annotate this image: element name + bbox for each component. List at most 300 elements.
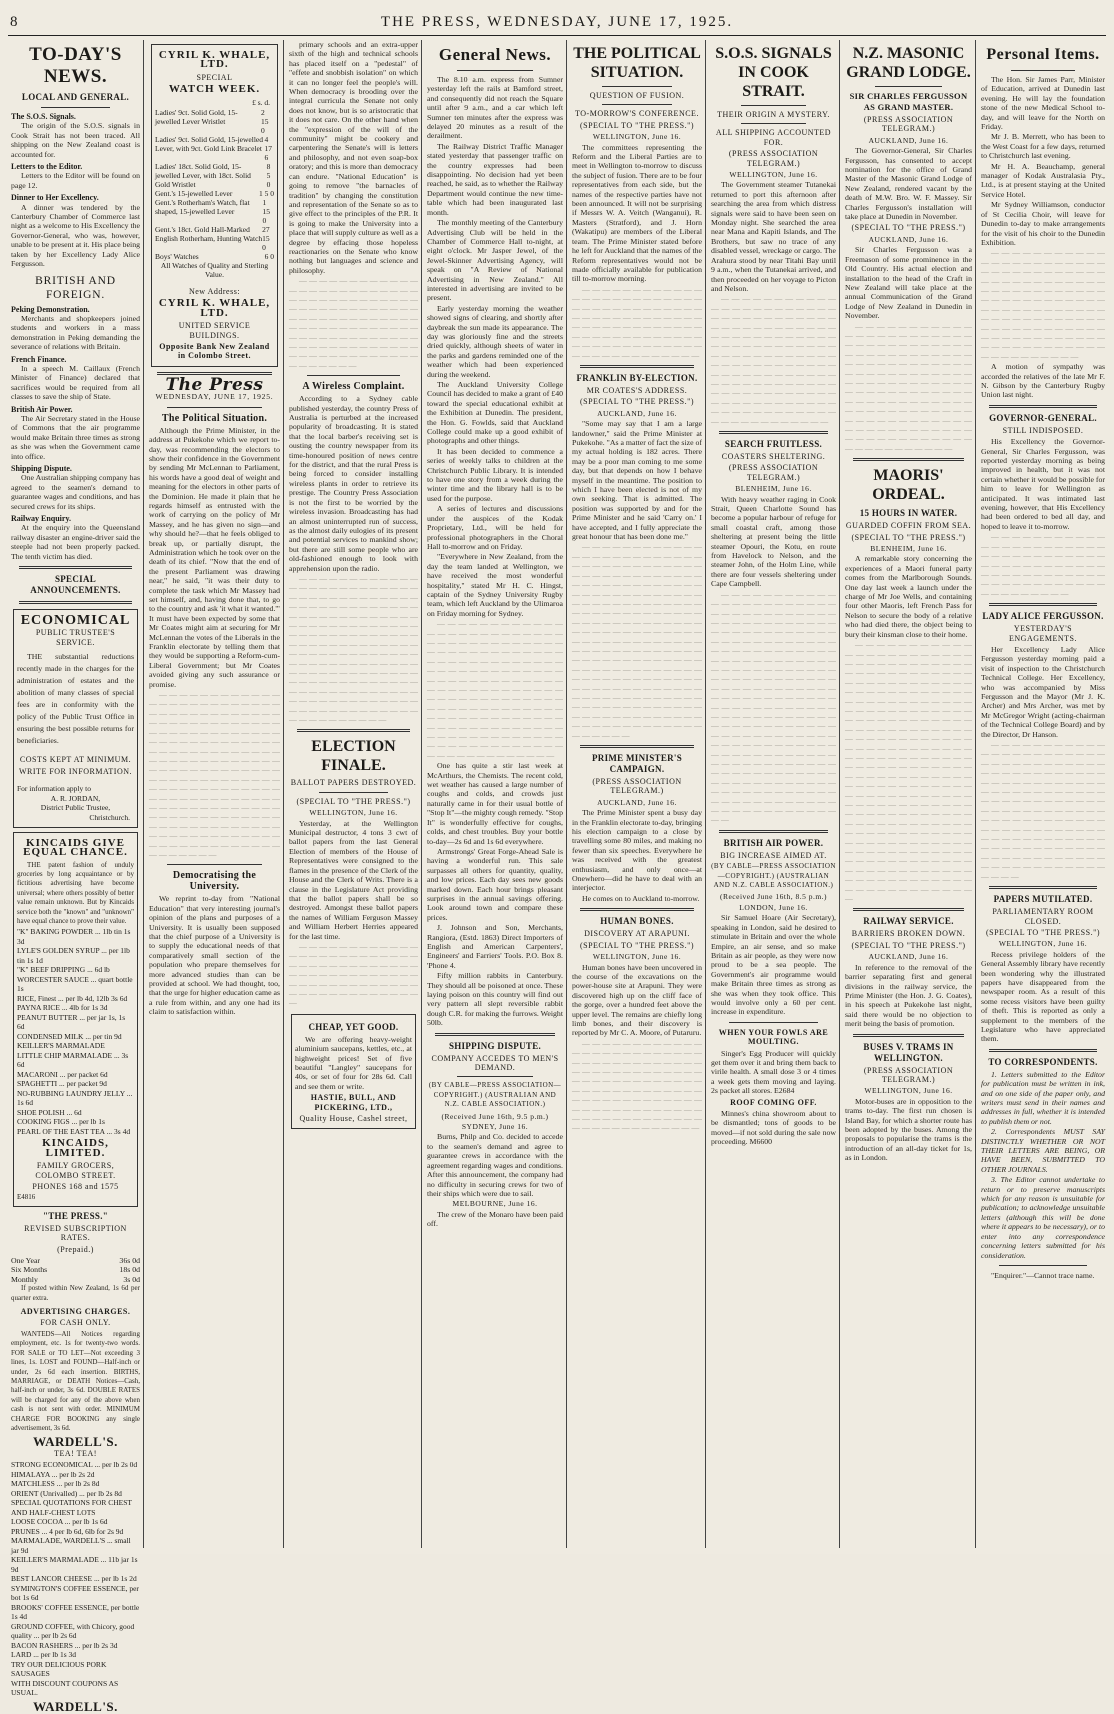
rate-value: 3s 0d bbox=[123, 1274, 140, 1284]
correspondents-title: TO CORRESPONDENTS. bbox=[988, 1056, 1098, 1067]
wireless-title: A Wireless Complaint. bbox=[302, 381, 405, 393]
whale-buildings: UNITED SERVICE BUILDINGS. bbox=[178, 321, 251, 340]
watch-item bbox=[155, 108, 274, 135]
papers-special: (SPECIAL TO "THE PRESS.") bbox=[985, 927, 1100, 937]
general-news-item: Armstrongs' Great Forge-Ahead Sale is having a wonderful run. This sale surpasses all others for quantity, quality, and low prices. Each day sees new goods marked down. Each hour brings pleasant surprises in the annual savings offering. Look around town and compare these prices. bbox=[427, 846, 563, 922]
price-item: MACARONI ... per packet 6d bbox=[17, 1069, 108, 1079]
personal-item: Mr J. B. Merrett, who has been to the West Coast for a few days, returned to Christchurch last evening. bbox=[981, 132, 1105, 161]
watch-label: Gent.'s 15-jewelled Lever bbox=[155, 189, 233, 199]
column-whale-editorial bbox=[146, 40, 283, 1548]
news-item: The Air Secretary stated in the House of Commons that the air programme would make Britain three times as strong as she was when the Government came into office. bbox=[11, 413, 140, 461]
divider bbox=[435, 1033, 555, 1036]
watch-price: 1 5 0 bbox=[259, 189, 274, 199]
general-news-item: J. Johnson and Son, Merchants, Rangiora, (Estd. 1863) Direct Importers of English and American Carpenters', Engineers' and Farriers' Tools. P.O. Box 8. 'Phone 4. bbox=[427, 923, 563, 970]
shipping-text: Burns, Philp and Co. decided to accede to the seamen's demand and agree to guarantee crews in accordance with the agreement regarding wages and conditions. After this announcement, the company had no difficulty in securing crews for two of their ships which were due to sail. bbox=[427, 1132, 563, 1198]
railway-special: (SPECIAL TO "THE PRESS.") bbox=[851, 940, 966, 950]
news-item: Merchants and shopkeepers joined students and workers in a mass demonstration in Peking demanding the severance of relations with Britain. bbox=[11, 313, 140, 352]
price-item: STRONG ECONOMICAL ... per lb 2s 0d bbox=[11, 1460, 138, 1470]
subscription-prepaid: (Prepaid.) bbox=[57, 1244, 94, 1254]
body-text-filler: — — — — — — — — — — — — — — — — — — — — — — — — — — — — — — — — — — — — — — — — — — — — — — — — — — — — — — — — — — — — — — — — — — — — — — — — — — — — — — — — — — — — — — — — — — — — — — — — — — — — — — — — — — — — — — — — — — — — — — — — — — — — — — — — — — — — — — — — — — — — — — — — — — — — — — — — — — — — — — — — — — — — — — — bbox=[711, 294, 836, 426]
personal-item: Mr H. A. Beauchamp, general manager of Kodak Australasia Pty., Ltd., is at present staying at the United Service Hotel. bbox=[981, 161, 1105, 199]
correspondents-rule: 1. Letters submitted to the Editor for publication must be written in ink, and on one side of the paper only, and writers must send in their names and addresses in full, whether it is intended to publish them or not. bbox=[981, 1069, 1105, 1126]
advertising-text: WANTEDS—All Notices regarding employment, etc. 1s for twenty-two words. FOR SALE or TO LET—Not exceeding 3 lines, 1s. LOST and FOUND—Half-inch or under, 2s 6d each insertion. BIRTHS, MARRIAGE, or DEATH Notices—Cash, half-inch or under, 3s 6d. DOUBLE RATES will be charged for any of the above when cash is not sent with order. MINIMUM CHARGE FOR BOOKING any single advertisement, 3s 6d. bbox=[11, 1329, 140, 1432]
maoris-sub: 15 HOURS IN WATER. bbox=[859, 508, 958, 519]
kincaids-intro: THE patent fashion of unduly groceries by long acquaintance or by fictitious advertising have become universal; where others possibly of better value remain unknown. But by Kincaids service both the "known" and "unknown" have equal chance to prove their value. bbox=[17, 860, 134, 925]
body-text-filler: — — — — — — — — — — — — — — — — — — — — — — — — — — — — — — — — — — — — — — — — — — — — — — — — — — — — — — — — — — — — — — — — — — — — — — — — — — — — — — — — — — — — — — — — — — — — — — — — — — — — — — — — — — — — — — — — — — — — — — — — — — — — — — — — — — — — — — — — — — — — — — — — — — — — — — — — — — — — — — — — — — — — — — — — — — — — — — — — — — — — — — — — — — — — — — — — — — — — — — — — — — — — — — — — — — — — — — — — — — — — — — — — — — — — — — — — — — — — — — — — — — — — — — — — — — — — — — — — — — — — — — — — — bbox=[572, 542, 702, 740]
air-dateline: LONDON, June 16. bbox=[739, 902, 808, 912]
sos-sub: THEIR ORIGIN A MYSTERY. bbox=[717, 110, 830, 119]
news-subject: Letters to the Editor. bbox=[11, 162, 83, 172]
tomorrows-conference: TO-MORROW'S CONFERENCE. bbox=[575, 109, 699, 119]
local-general-heading: LOCAL AND GENERAL. bbox=[21, 92, 130, 102]
railway-sub: BARRIERS BROKEN DOWN. bbox=[851, 929, 966, 939]
new-address-label: New Address: bbox=[188, 287, 241, 297]
watch-item bbox=[155, 261, 274, 279]
kincaids-phone: PHONES 168 and 1575 bbox=[32, 1182, 119, 1191]
coasters-sheltering: COASTERS SHELTERING. bbox=[721, 452, 826, 461]
column-rule bbox=[566, 40, 567, 1548]
melbourne-text: The crew of the Monaro have been paid off. bbox=[427, 1209, 563, 1229]
political-dateline: WELLINGTON, June 16. bbox=[592, 132, 682, 142]
wardell-bottom: WARDELL'S. bbox=[33, 1698, 118, 1714]
sos-sub2: ALL SHIPPING ACCOUNTED FOR. bbox=[715, 128, 832, 147]
railway-text: In reference to the removal of the barrier separating first and general divisions in the railway service, the Prime Minister (the Hon. J. G. Coates), in his speech at Pukekohe last night, said there would be no objection to merit being the basis of promotion. bbox=[845, 962, 972, 1029]
british-foreign-heading: BRITISH AND FOREIGN. bbox=[35, 274, 116, 301]
kincaids-code: E4816 bbox=[17, 1193, 36, 1202]
watch-item bbox=[155, 225, 274, 252]
news-item: Letters to the Editor will be found on page 12. bbox=[11, 171, 140, 190]
papers-text: Recess privilege holders of the General Assembly library have recently been wondering why the illustrated papers have disappeared from the newspaper room. As a result of this some recess visitors have been guilty of theft. This is reported as only a supplement to the members of the Legislature who have appreciated them. bbox=[981, 949, 1105, 1044]
sos-assoc: (PRESS ASSOCIATION TELEGRAM.) bbox=[728, 149, 819, 168]
price-item: WITH DISCOUNT COUPONS AS USUAL. bbox=[11, 1678, 119, 1698]
campaign-end: He comes on to Auckland to-morrow. bbox=[582, 893, 700, 903]
body-text-filler: — — — — — — — — — — — — — — — — — — — — — — — — — — — — — — — — — — — — — — — — — — — — — — — — — — — — — — — — — — — — — — — — — — — — — — — — — — — — — — — — — — — — — — — — — — — — — — — — — — — — — — — — — — — — — — — — — — — — — — — — — — — — — — — — — — — — — — — — — — — — — — — — — — — — — — — — — — — — — — — — — — — — — — — — — — — — — — — — — — — — — — — — — — — — — — — — — — — — — — — — — — — — bbox=[289, 573, 418, 725]
divider bbox=[719, 830, 828, 833]
public-trustee-ad bbox=[13, 609, 138, 828]
price-item: SYMINGTON'S COFFEE ESSENCE, per bot 1s 6d bbox=[11, 1583, 139, 1603]
economical-subtitle: PUBLIC TRUSTEE'S SERVICE. bbox=[35, 628, 116, 647]
whale-special: SPECIAL bbox=[196, 72, 233, 82]
todays-news-title: TO-DAY'S NEWS. bbox=[29, 44, 122, 87]
trustee-name: A. R. JORDAN, bbox=[50, 793, 101, 803]
news-item: In a speech M. Caillaux (French Minister of Finance) declared that sacrifices would be required from all classes to save the ship of State. bbox=[11, 363, 140, 402]
general-news-item: A series of lectures and discussions under the auspices of the Kodak Proprietary, Ltd., will be held for professional photographers in the Choral Hall to-morrow and on Friday. bbox=[427, 504, 563, 551]
personal-item: The Hon. Sir James Parr, Minister of Education, arrived at Dunedin last evening. He will lay the foundation stone of the new Medical School to-day, and will leave for the North on Friday. bbox=[981, 75, 1105, 132]
divider bbox=[19, 601, 132, 604]
masonic-special: (SPECIAL TO "THE PRESS.") bbox=[851, 223, 966, 233]
personal-item: Mr Sydney Williamson, conductor of St Cecilia Choir, will leave for Dunedin to-day to make arrangements for the visit of his choir to the Dunedin Exhibition. bbox=[981, 200, 1105, 247]
campaign-title: PRIME MINISTER'S CAMPAIGN. bbox=[591, 753, 683, 774]
whale-company-2: CYRIL K. WHALE, LTD. bbox=[158, 297, 271, 319]
general-news-item: One has quite a stir last week at McArthurs, the Chemists. The recent cold, wet weather has caused a large number of coughs and colds, and crowds just naturally came in for their usual bottle of "Stop It"—the mighty cough remedy. "Stop It" is wonderfully effective for coughs, colds, and chest troubles. Buy your bottle to-day—2s 6d and 1s 6d everywhere. bbox=[427, 761, 563, 846]
hastie-bull-ad bbox=[291, 1014, 416, 1130]
rate-value: 18s 0d bbox=[119, 1265, 140, 1275]
governor-sub: STILL INDISPOSED. bbox=[1002, 425, 1084, 435]
campaign-assoc: (PRESS ASSOCIATION TELEGRAM.) bbox=[592, 777, 682, 796]
price-item: COOKING FIGS ... per lb 1s bbox=[17, 1117, 105, 1127]
maoris-special: (SPECIAL TO "THE PRESS.") bbox=[851, 532, 966, 542]
maoris-dateline: BLENHEIM, June 16. bbox=[870, 544, 947, 554]
watch-label: Ladies' 9ct. Solid Gold, 15-jewelled Lever Wristlet bbox=[155, 108, 238, 127]
sos-dateline: WELLINGTON, June 16. bbox=[729, 170, 818, 180]
divider bbox=[853, 1034, 964, 1037]
divider bbox=[875, 86, 942, 87]
news-subject: Shipping Dispute. bbox=[11, 464, 72, 473]
franklin-special: (SPECIAL TO "THE PRESS.") bbox=[579, 397, 694, 407]
apply-line: For information apply to bbox=[17, 784, 91, 794]
price-item: WORCESTER SAUCE ... quart bottle 1s bbox=[17, 974, 133, 994]
election-text: Yesterday, at the Wellington Municipal destructor, 4 tons 3 cwt of ballot papers from the last General Election of members of the House of Representatives were consigned to the flames in the presence of the Clerk of the House and the Clerk of Writs. There is a clause in the Legislature Act providing that the ballot papers shall be so destroyed. Amongst these ballot papers the names of William Ferguson Massey and William Herbert Herries appeared for the last time. bbox=[289, 818, 418, 941]
shipping-dispute-sub: COMPANY ACCEDES TO MEN'S DEMAND. bbox=[431, 1053, 559, 1073]
air-text: Sir Samuel Hoare (Air Secretary), speaking in London, said he desired to stimulate in Britain and over the whole Empire, an air sense, and so make Britain as air people, as they were now proud to be a sea people. The Government's air programme would make Britain three times as strong as she was when they took office. This would involve only a 60 per cent. increase in expenditure. bbox=[711, 913, 836, 1017]
shipping-cable: (BY CABLE—PRESS ASSOCIATION—COPYRIGHT.) (AUSTRALIAN AND N.Z. CABLE ASSOCIATION.) bbox=[428, 1081, 562, 1109]
news-item: The origin of the S.O.S. signals in Cook Strait has not been traced. All shipping on the New Zealand coast is accounted for. bbox=[11, 121, 140, 159]
maoris-ordeal-title: MAORIS' ORDEAL. bbox=[872, 467, 945, 504]
roof-title: ROOF COMING OFF. bbox=[730, 1097, 817, 1107]
price-item: BEST LANCOR CHEESE ... per lb 1s 2d bbox=[11, 1574, 137, 1584]
melbourne-dateline: MELBOURNE, June 16. bbox=[452, 1199, 538, 1209]
search-assoc: (PRESS ASSOCIATION TELEGRAM.) bbox=[728, 463, 819, 482]
body-text-filler: — — — — — — — — — — — — — — — — — — — — — — — — — — — — — — — — — — — — — — — — — — — — — — — — — — — — — — — — — — — — — — — — — — — — — — — — — — — — — — — — — — — — — — — — — — — — — — — — — — — — — — — bbox=[572, 284, 702, 360]
watch-label: Ladies' 18ct. Solid Gold, 15-jewelled Lever, with 18ct. Solid Gold Wristlet bbox=[155, 162, 251, 190]
watch-item bbox=[155, 162, 274, 189]
divider bbox=[580, 365, 694, 368]
price-item: LOOSE COCOA ... per lb 1s 6d bbox=[11, 1517, 108, 1527]
campaign-text: The Prime Minister spent a busy day in the Franklin electorate to-day, bringing his election campaign to a close by travelling some 80 miles, and making no fewer than six speeches. Everywhere he was received with the greatest enthusiasm, and only once—at Onewhero—did he have to deal with an interjector. bbox=[572, 808, 702, 893]
body-text-filler: — — — — — — — — — — — — — — — — — — — — — — — — — — — — — — — — — — — — — — — — — — — — — — — — — — — — — — — — — — — — — — — — — — — — — — — — — — — — — — bbox=[289, 941, 418, 1008]
price-item: BACON RASHERS ... per lb 2s 3d bbox=[11, 1640, 118, 1650]
column-rule bbox=[705, 40, 706, 1548]
body-text-filler: — — — — — — — — — — — — — — — — — — — — — — — — — — — — — — — — — — — — — — — — — — — — — — — — — — — — — — — — — — — — — — — — — — — — — — — — — — — — — — — — — — — — — — — — — — — — — — — — — — — — — — — — — — — — — — — — — — — — — — — — — — — — — — — — — — — — — — — — — — — — — — — — — — — — — — — — — — — — — — — — — — — — — — — — — — — — — — — — — — — — — — — — — — — — — — — — — — bbox=[427, 619, 563, 760]
buses-trams-title: BUSES V. TRAMS IN WELLINGTON. bbox=[863, 1041, 954, 1063]
whale-company: CYRIL K. WHALE, LTD. bbox=[158, 49, 271, 71]
price-item: LYLE'S GOLDEN SYRUP ... per 1lb tin 1s 1d bbox=[17, 946, 130, 965]
masonic-sub: SIR CHARLES FERGUSSON AS GRAND MASTER. bbox=[849, 91, 968, 112]
price-item: MARMALADE, WARDELL'S ... small jar 9d bbox=[11, 1536, 131, 1555]
divider bbox=[580, 908, 694, 911]
political-text: The committees representing the Reform and the Liberal Parties are to meet in Wellington to-morrow to discuss the subject of fusion. There are to be four representatives from each side, but the names of the respective parties have not been announced. It will not be surprising if Messrs W. A. Veitch (Wanganui), R. Masters (Stratford), and J. Horn (Wakatipu) are members of the Liberal team. The Prime Minister stated before he left for Auckland that the names of the Reform representatives would not be made officially available for publication till to-morrow morning. bbox=[572, 142, 702, 284]
news-subject: British Air Power. bbox=[11, 404, 73, 414]
enquirer-note: "Enquirer."—Cannot trace name. bbox=[991, 1270, 1095, 1280]
political-editorial-title: The Political Situation. bbox=[161, 412, 268, 424]
governor-text: His Excellency the Governor-General, Sir Charles Fergusson, was reported yesterday morning as being improved in health, but it was not certain whether it would be possible for him to leave for Wellington as anticipated. It was intimated last evening, however, that His Excellency had been ordered to bed all day, and hoped to leave it to-morrow. bbox=[981, 437, 1105, 531]
watch-price: 8 5 0 bbox=[266, 162, 271, 190]
divider bbox=[999, 1265, 1087, 1266]
rates-note: If posted within New Zealand, 1s 6d per quarter extra. bbox=[11, 1284, 140, 1302]
divider bbox=[580, 745, 694, 748]
rate-value: 36s 0d bbox=[119, 1256, 140, 1266]
price-item: NO-RUBBING LAUNDRY JELLY ... 1s 6d bbox=[17, 1088, 133, 1108]
general-news-item: Early yesterday morning the weather showed signs of clearing, and shortly after daybreak the sun made its appearance. The day was gloriously fine and the streets dried quickly, although sheets of water in the parks and gardens reminded one of the weather which had been experienced during the weekend. bbox=[427, 303, 563, 379]
body-text-filler: — — — — — — — — — — — — — — — — — — — — — — — — — — — — — — — — — — — — — — — — — — — — — — — — — — — — — — — — — — — — — — — — — — — — — — — — — — — — — — — — — — — — — — — — — — — — — — — — — — — — — — — — — — — — — — — — — — — — — — — — — — — — — — — — — — — — — — — — — — — — — — — — — — — — — — — — — — — — — — — — — — — — — — — — — — — bbox=[981, 740, 1105, 881]
news-subject: Dinner to Her Excellency. bbox=[11, 193, 99, 203]
political-special: (SPECIAL TO "THE PRESS.") bbox=[579, 120, 694, 130]
body-text-filler: — — — — — — — — — — — — — — — — — — — — — — — — — — — — — — — — — — — — — — — — — — — — — — — — — — — — — — — — — — — — — — — — — — — — — — — — — — — — — — — — — — — — — — — — — — — — — — — — — — — — — — — — — — — — — — — — — — — — — — — — — — — — — — — — — — — — — — — — — — — — — — — — — — — — — — — — — — — — — — — — — — — — — — — — — — — — — — — — — — — — — — — — — — — — — — — — — — — — — — — — — — — — — — — — — — — — — — — — — — — — — — — — — — — — — — — — — — — — — — — — — — — — — — — — — — — — — — — — — — — — — — — — — — — — — — — — — — — — — — — — — — — — — — — — — — — — — — — — — — — — — — — — — — — — — — — — — — — — — — — — — — — — bbox=[845, 640, 972, 904]
rate-row bbox=[11, 1256, 140, 1265]
news-subject: Railway Enquiry. bbox=[11, 514, 72, 524]
divider bbox=[457, 70, 533, 71]
price-item: BROOKS' COFFEE ESSENCE, per bottle 1s 4d bbox=[11, 1602, 140, 1622]
price-item: SPAGHETTI ... per packet 9d bbox=[17, 1079, 107, 1089]
divider bbox=[19, 566, 132, 569]
page-header bbox=[8, 10, 1106, 36]
search-fruitless-title: SEARCH FRUITLESS. bbox=[724, 439, 823, 449]
watch-price: 1 15 0 bbox=[262, 198, 271, 226]
correspondents-rule: 2. Correspondents MUST SAY DISTINCTLY WHETHER OR NOT THEIR LETTERS ARE BEING, OR HAVE BEEN, SUBMITTED TO OTHER JOURNALS. bbox=[981, 1127, 1105, 1174]
sos-text: The Government steamer Tutanekai returned to port this afternoon after searching the area from which distress signals were said to have been seen on Monday night. She searched the area near Mana and Kapiti Islands, and The Brothers, but saw no trace of any disabled vessel, wreckage or cargo. The Arahura stood by near Titahi Bay until 9 a.m., when the Tutanekai arrived, and then proceeded on her voyage to Picton and Nelson. bbox=[711, 180, 836, 293]
news-item: One Australian shipping company has agreed to the seamen's demand to guarantee wages and conditions, and has secured crews for its ships. bbox=[11, 473, 140, 511]
divider bbox=[167, 407, 262, 408]
general-news-item: Fifty million rabbits in Canterbury. They should all be poisoned at once. These laying poison on this country will find out very pattern all slept reversible rabbit dough C.R. for making the furrows. Weight 50lb. bbox=[427, 971, 563, 1028]
body-text-filler: — — — — — — — — — — — — — — — — — — — — — — — — — — — — — — — — — — — — — — — — — — — — — — — — — — — — — — — — — — — — — — — — — — — — — — — — — — — — — — — — — — — — — — — — — — — — — — — — — — — — — — — — — — — — — — — — — — — — — — — — — — — — — — — — — — — — — — — — — — — — — bbox=[981, 248, 1105, 361]
correspondents-rule: 3. The Editor cannot undertake to return or to preserve manuscripts which for any reason is unsuitable for publication; to acknowledge unsuitable letters (although this will be done where it appears to be necessary), or to enter into any correspondence concerning letters submitted for his consideration. bbox=[981, 1175, 1105, 1260]
human-bones-title: HUMAN BONES. bbox=[600, 916, 674, 927]
divider bbox=[41, 107, 110, 108]
air-sub: BIG INCREASE AIMED AT. bbox=[720, 850, 827, 860]
university-editorial-text: We reprint to-day from "National Education" that very interesting journal's opinion of the plans and purposes of a University. It is usually been supposed that the chief purpose of a University is to supply the educational needs of that comparatively small section of the population who prepare themselves for more advanced studies than can be provided at school. We had thought, too, that the urge for higher education came as a rule from within, and any one had its claim to satisfaction within. bbox=[149, 894, 280, 1017]
column-rule bbox=[143, 40, 144, 1548]
general-news-item: The 8.10 a.m. express from Sumner yesterday left the rails at Bamford street, and consequently did not reach the Square until after 9 a.m., and a car which left Sumner ten minutes after the express was delayed 20 minutes as a result of the derailment. bbox=[427, 75, 563, 141]
masonic-title: N.Z. MASONIC GRAND LODGE. bbox=[846, 45, 971, 81]
column-personal-items bbox=[978, 40, 1108, 1548]
price-item: LITTLE CHIP MARMALADE ... 3s 6d bbox=[17, 1050, 129, 1070]
buses-text: Motor-buses are in opposition to the trams to-day. The first run chosen is Island Bay, for which a shorter route has been adopted by the buses. Among the proposals to popularise the trams is the introduction of an all-day ticket for 1s, as in London. bbox=[845, 1096, 972, 1163]
price-item: SHOE POLISH ... 6d bbox=[17, 1107, 82, 1117]
watch-label: Boys' Watches bbox=[155, 252, 199, 262]
editorial-continued: primary schools and an extra-upper sixth of the high and technical schools has placed itself on a "pedestal" of "effete and snobbish isolation" on which it can no longer feel the people's will. When democracy is brooding over the integral curricula the Senate not only does not know, but is so aristocratic that it does not care. On the other hand when the "expression of the will of the community" might be cookery and carpentering the Senate's will is letters and philosophy, and not even soap-box oratory; and this is more than democracy can endure. "National Education" is going to remove "the barnacles of tradition" by changing the constitution and representation of the Senate so as to give effect to the principles of the P.R. It is going to make the University into a place that will supply culture as well as a degree by effacing those hopeless reactionaries on the Senate who know nothing but languages and science and philosophy. bbox=[289, 40, 418, 275]
university-editorial-title: Democratising the University. bbox=[172, 870, 257, 893]
body-text-filler: — — — — — — — — — — — — — — — — — — — — — — — — — — — — — — — — — — — — — — — — — — — — — — — — — — — — — — — — — — — — — — — — — — — — — — — — — — — — — — — — bbox=[981, 532, 1105, 598]
cheap-yet-good-text: We are offering heavy-weight aluminium saucepans, kettles, etc., at highweight prices! Set of five beautiful "Langley" saucepans for 40s, or set of four for 28s 6d. Call and see them or write. bbox=[295, 1034, 412, 1091]
advertising-title: ADVERTISING CHARGES. bbox=[20, 1307, 131, 1317]
railway-service-title: RAILWAY SERVICE. bbox=[863, 916, 954, 927]
trustee-title: District Public Trustee, bbox=[40, 802, 111, 812]
shipping-received: (Received June 16th, 9.5 p.m.) bbox=[441, 1111, 549, 1121]
whale-watch-ad bbox=[151, 44, 278, 367]
body-text-filler: — — — — — — — — — — — — — — — — — — — — — — — — — — — — — — — — — — — — — — — — — — — — — — — — — — — — — — — — — — — — — — — — — — — — — — — — — — — — — — — — — — — — — — — — — — — — — — — — — — — — — — — — — — — — — — — — — — — — — — — — — — — — — — — — — — — — — — — — — — — — — — — — — — — — — — — — — — — — — — — — — — — — — — — — — — — — — — — — — — — — — — — — — — — — — — — — — — — — — — — — — — — — — — — — — — — — — — — — — — — — — — — — — — — — — — — — — — — — — — — — — — — — — — — — — — — — — — — — — — — — — — — — — — — — — — — — — — — — — — — — — — — — — — — — — bbox=[711, 589, 836, 825]
masonic-text-2: Sir Charles Fergusson was a Freemason of some prominence in the Old Country. His actual election and installation to the head of the Craft in New Zealand will take place at the annual Communication of the Grand Lodge of New Zealand in Dunedin in November. bbox=[845, 245, 972, 321]
economical-title: ECONOMICAL bbox=[20, 613, 131, 629]
watch-label: All Watches of Quality and Sterling Value. bbox=[160, 261, 269, 280]
governor-general-title: GOVERNOR-GENERAL. bbox=[989, 412, 1097, 423]
column-sos-signals bbox=[708, 40, 839, 1548]
watch-item bbox=[155, 252, 274, 261]
divider bbox=[989, 405, 1097, 408]
price-item: "K" BAKING POWDER ... 1lb tin 1s 3d bbox=[17, 927, 131, 946]
costs-line: COSTS KEPT AT MINIMUM. bbox=[19, 755, 132, 765]
column-political-situation bbox=[569, 40, 705, 1548]
hastie-address: Quality House, Cashel street, bbox=[299, 1114, 408, 1124]
buses-dateline: WELLINGTON, June 16. bbox=[864, 1086, 953, 1096]
price-item: LARD ... per lb 1s 3d bbox=[11, 1650, 76, 1660]
election-special: (SPECIAL TO "THE PRESS.") bbox=[296, 796, 411, 806]
watch-price: 27 15 0 bbox=[262, 225, 270, 253]
whale-opposite: Opposite Bank New Zealand in Colombo Street. bbox=[159, 342, 270, 361]
british-air-power-title: BRITISH AIR POWER. bbox=[723, 837, 824, 848]
whale-watch-week: WATCH WEEK. bbox=[168, 83, 261, 96]
page-number: 8 bbox=[10, 14, 18, 30]
price-item: CONDENSED MILK ... per tin 9d bbox=[17, 1031, 122, 1041]
watch-label: Gent.'s Rotherham's Watch, flat shaped, 15-jewelled Lever bbox=[155, 198, 250, 217]
general-news-item: The monthly meeting of the Canterbury Advertising Club will be held in the Chamber of Commerce Hall to-night, at eight o'clock. Mr Jasper Jewel, of the Jewel-Skinner Advertising Agency, will speak on "A Review of National Advertising in New Zealand." All interested in advertising are invited to be present. bbox=[427, 218, 563, 303]
price-item: TRY OUR DELICIOUS PORK SAUSAGES bbox=[11, 1659, 107, 1679]
divider bbox=[1011, 70, 1075, 71]
body-text-filler: — — — — — — — — — — — — — — — — — — — — — — — — — — — — — — — — — — — — — — — — — — — — — — — — — — — — — — — — — — — — — — — — — — — — — — — — — — — — — — — — — — — — — — — — — — — — — — — — — — — — — — — — — — — — — — — — — — — — — — — — — — — bbox=[289, 276, 418, 370]
kincaids-address: FAMILY GROCERS, COLOMBO STREET. bbox=[35, 1161, 116, 1180]
rate-label: One Year bbox=[11, 1256, 41, 1266]
column-rule bbox=[283, 40, 284, 1548]
shipping-dateline: SYDNEY, June 16. bbox=[461, 1122, 529, 1132]
divider bbox=[853, 458, 964, 461]
general-news-item: "Everywhere in New Zealand, from the day the team landed at Wellington, we have received the most wonderful hospitality," stated Mr H. C. Hingst, captain of the Sydney University Rugby team, which left Auckland by the Ulimaroa on Friday morning for Sydney. bbox=[427, 552, 563, 618]
price-item: PAYNA RICE ... 4lb for 1s 3d bbox=[17, 1003, 108, 1013]
masonic-text: The Governor-General, Sir Charles Fergusson, has consented to accept nomination for the office of Grand Master of the Masonic Grand Lodge of New Zealand, rendered vacant by the death of M.W. Bro. W. F. Massey. Sir Charles Fergusson's installation will take place at Dunedin in November. bbox=[845, 146, 972, 222]
divider bbox=[989, 603, 1097, 606]
price-item: KEILLER'S MARMALADE ... 11b jar 1s 9d bbox=[11, 1555, 138, 1574]
price-item: PRUNES ... 4 per lb 6d, 6lb for 2s 9d bbox=[11, 1526, 124, 1536]
rate-label: Six Months bbox=[11, 1265, 48, 1275]
bones-special: (SPECIAL TO "THE PRESS.") bbox=[579, 940, 694, 950]
election-dateline: WELLINGTON, June 16. bbox=[309, 808, 398, 818]
header-rule bbox=[8, 35, 1106, 36]
divider bbox=[167, 864, 262, 865]
body-text-filler: — — — — — — — — — — — — — — — — — — — — — — — — — — — — — — — — — — — — — — — — — — — — — — — — — — — — — — — — — — — — — — — — — — — — — — — — — — — — — — — — — — — — — — — — — — — — — — — — — — — — — — — — — — — — — — — — — — — — — — — — — — — — — — — — — — — — — — — — — — — — — — — — — — — — — — — — — — — — — — — — — — — — — — bbox=[845, 321, 972, 453]
price-item: HIMALAYA ... per lb 2s 2d bbox=[11, 1469, 95, 1479]
election-finale-title: ELECTION FINALE. bbox=[311, 738, 396, 775]
news-subject: French Finance. bbox=[11, 354, 67, 364]
column-rule bbox=[839, 40, 840, 1548]
price-item: RICE, Finest ... per lb 4d, 12lb 3s 6d bbox=[17, 993, 128, 1003]
rate-row bbox=[11, 1265, 140, 1274]
watch-item bbox=[155, 198, 274, 225]
price-item: GROUND COFFEE, with Chicory, good quality ... per lb 2s 6d bbox=[11, 1621, 135, 1641]
kincaids-name: KINCAIDS, LIMITED. bbox=[42, 1137, 109, 1159]
watch-price: 2 15 0 bbox=[261, 108, 269, 136]
wardell-price-list bbox=[11, 1460, 140, 1698]
personal-items-title: Personal Items. bbox=[986, 46, 1100, 63]
wardell-title: WARDELL'S. bbox=[33, 1434, 118, 1450]
masonic-dateline-2: AUCKLAND, June 16. bbox=[868, 234, 949, 244]
watch-price: 6 0 bbox=[264, 252, 274, 262]
divider bbox=[307, 375, 400, 376]
rate-row bbox=[11, 1275, 140, 1284]
price-item: PEARL OF THE EAST TEA ... 3s 4d bbox=[17, 1126, 131, 1136]
cheap-yet-good-title: CHEAP, YET GOOD. bbox=[308, 1021, 399, 1032]
economical-text: THE substantial reductions recently made in the charges for the administration of estates and the abolition of many classes of special fees are in conformity with the policy of the Public Trust Office in ensuring the best possible returns for beneficiaries. bbox=[17, 652, 134, 746]
kincaids-price-list bbox=[17, 927, 134, 1136]
divider bbox=[741, 105, 806, 106]
editorial-date: WEDNESDAY, JUNE 17, 1925. bbox=[155, 392, 274, 402]
general-news-item: The Auckland University College Council has decided to make a grant of £40 toward the special educational exhibit at the Exhibition at Dunedin. The president, the Hon. G. Fowlds, said that Auckland College could make up a good exhibit of photographs and other things. bbox=[427, 380, 563, 446]
watch-label: Gent.'s 18ct. Gold Hall-Marked English Rotherham, Hunting Watch bbox=[155, 225, 263, 244]
hastie-firm: HASTIE, BULL, AND PICKERING, LTD., bbox=[310, 1093, 397, 1112]
fowls-text: Singer's Egg Producer will quickly get them over it and bring them back to virile health. A small dose 3 or 4 times a week gets them moving and laying. 2s packet all stores. E2684 bbox=[711, 1048, 836, 1096]
political-editorial-text: Although the Prime Minister, in the address at Pukekohe which we report to-day, was recommending the electors to show their confidence in the Government by sending Mr McLennan to Parliament, his words have a good deal of weight and meaning for the electors in other parts of the Dominion. He made it plain that he regards himself as entrusted with the work of carrying on the policy of Mr Massey, and he has given no sign—and why should he?—that he feels obliged to break up, or partially disrupt, the Administration which he took over on the death of its chief. "Now that the end of the present Parliament was drawing near," he said, "it was their duty to complete the task which Mr Massey had set himself, and, having done that, to go to the country and ask 'it what it wanted.'" It must have been expected by some that Mr Coates might aim at securing for Mr McLennan the votes of the Liberals in the Franklin electorate by telling them that they would be supporting a Reform-cum-Liberal Government; but Mr Coates avoided giving any such assurance or promise. bbox=[149, 425, 280, 689]
personal-item: A motion of sympathy was accorded the relatives of the late Mr F. N. Gibson by the Canterbury Rugby Union last night. bbox=[981, 362, 1105, 400]
search-text: With heavy weather raging in Cook Strait, Queen Charlotte Sound has become a popular harbour of refuge for small coastal craft, among those sheltering at present being the little steamer Opouri, the Kotu, en route from Havelock to Nelson, and the steamer John, of the Holm Line, while there are four vessels sheltering under Cape Campbell. bbox=[711, 494, 836, 589]
advertising-cash: FOR CASH ONLY. bbox=[40, 1318, 111, 1328]
news-subject: The S.O.S. Signals. bbox=[11, 112, 76, 121]
column-general-news bbox=[424, 40, 566, 1548]
air-cable: (BY CABLE—PRESS ASSOCIATION—COPYRIGHT.) (AUSTRALIAN AND N.Z. CABLE ASSOCIATION.) bbox=[711, 862, 836, 890]
subscription-title: "THE PRESS." bbox=[42, 1210, 109, 1221]
question-fusion: QUESTION OF FUSION. bbox=[589, 91, 685, 100]
masonic-assoc: (PRESS ASSOCIATION TELEGRAM.) bbox=[863, 115, 954, 134]
subscription-subtitle: REVISED SUBSCRIPTION RATES. bbox=[24, 1223, 127, 1243]
editorial-nameplate: The Press bbox=[165, 374, 264, 395]
papers-mutilated-title: PAPERS MUTILATED. bbox=[993, 894, 1093, 905]
lady-alice-text: Her Excellency Lady Alice Fergusson yesterday morning paid a visit of inspection to the Christchurch Technical College. Her Excellency, who was accompanied by Miss Fergusson and the Mayor (Mr J. K. Archer) and Mrs Archer, was met by Mr McGregor Wright (acting-chairman of the Technical College Board) and by the Director, Dr Hanson. bbox=[981, 644, 1105, 739]
franklin-dateline: AUCKLAND, June 16. bbox=[597, 408, 677, 418]
divider bbox=[297, 729, 410, 732]
air-received: (Received June 16th, 8.5 p.m.) bbox=[719, 892, 828, 902]
watch-item bbox=[155, 135, 274, 162]
wardell-tea: TEA! TEA! bbox=[54, 1448, 97, 1458]
railway-dateline: AUCKLAND, June 16. bbox=[868, 952, 949, 962]
price-item: KEILLER'S MARMALADE bbox=[17, 1041, 105, 1051]
wireless-text: According to a Sydney cable published yesterday, the country Press of Australia is perturbed at the increased popularity of broadcasting. It is stated that the local barber's receiving set is ousting the country newspaper from its time-honoured position of news centre for the district, and that the rural Press is being forced to consider installing wireless plants in order to retrieve its prestige. The Country Press Association is not the first to be worried by the wireless invasion. Broadcasting has had an almost uninterrupted run of success, as the almost daily eulogies of its present and potential services to mankind show; but there are still some people who are old-fashioned enough to look with apprehension upon the radio. bbox=[289, 394, 418, 573]
maoris-text: A remarkable story concerning the experiences of a Maori funeral party comes from the Marlborough Sounds. One day last week a launch under the charge of Mr Joe Wells, and containing four other Maoris, left French Pass for Nelson to secure the body of a relative who had died there, the object being to bury their kinsman close to their home. bbox=[845, 554, 972, 639]
campaign-dateline: AUCKLAND, June 16. bbox=[597, 797, 677, 807]
bones-text: Human bones have been uncovered in the course of the excavations on the power-house site at Arapuni. They were discovered high up on the cliff face of the gorge, over a hundred feet above the upper level. The remains are chiefly long limb bones, and their discovery is reported by Mr C. A. Moore, of Putaruru. bbox=[572, 962, 702, 1038]
buses-assoc: (PRESS ASSOCIATION TELEGRAM.) bbox=[863, 1065, 954, 1084]
masonic-dateline: AUCKLAND, June 16. bbox=[868, 135, 949, 145]
general-news-item: The Railway District Traffic Manager stated yesterday that passenger traffic on the country expresses had been disappointing. No decision had yet been reached, he said, as to whether the Railway Department would continue the new time-table which had been inaugurated last month. bbox=[427, 141, 563, 217]
divider bbox=[741, 123, 806, 124]
watch-price: 4 17 6 bbox=[264, 135, 273, 163]
price-item: ORIENT (Unrivalled) ... per lb 2s 8d bbox=[11, 1488, 122, 1498]
masthead: THE PRESS, WEDNESDAY, JUNE 17, 1925. bbox=[380, 14, 734, 30]
price-item: MATCHLESS ... per lb 2s 8d bbox=[11, 1479, 100, 1489]
shipping-dispute-title: SHIPPING DISPUTE. bbox=[448, 1040, 542, 1051]
trustee-city: Christchurch. bbox=[89, 813, 130, 823]
column-editorial-cont bbox=[286, 40, 421, 1548]
general-news-item: It has been decided to commence a series of weekly talks to children at the Christchurch Public Library. It is intended to have one story from a week during the winter time and the library hall is to be used for the purpose. bbox=[427, 446, 563, 503]
general-news-title: General News. bbox=[438, 45, 552, 64]
news-item: A dinner was tendered by the Canterbury Chamber of Commerce last night as a welcome to His Excellency the Governor-General, who was, however, unable to be present at it. His place being taken by her Excellency Lady Alice Fergusson. bbox=[11, 202, 140, 269]
price-item: SPECIAL QUOTATIONS FOR CHEST AND HALF-CHEST LOTS bbox=[11, 1498, 132, 1517]
write-line: WRITE FOR INFORMATION. bbox=[19, 766, 132, 776]
price-item: PEANUT BUTTER ... per jar 1s, 1s 6d bbox=[17, 1012, 126, 1032]
divider bbox=[729, 1022, 818, 1023]
lady-alice-title: LADY ALICE FERGUSSON. bbox=[982, 611, 1104, 622]
divider bbox=[989, 886, 1097, 889]
search-dateline: BLENHEIM, June 16. bbox=[735, 484, 812, 494]
kincaids-title: KINCAIDS GIVE EQUAL CHANCE. bbox=[23, 836, 128, 859]
column-masonic bbox=[842, 40, 975, 1548]
price-item: "K" BEEF DRIPPING ... 6d lb bbox=[17, 965, 110, 975]
watch-label: Ladies' 9ct. Solid Gold, 15-jewelled Lever, with 9ct. Gold Link Bracelet bbox=[155, 135, 263, 154]
divider bbox=[853, 908, 964, 911]
papers-dateline: WELLINGTON, June 16. bbox=[998, 939, 1088, 949]
political-situation-title: THE POLITICAL SITUATION. bbox=[573, 45, 701, 81]
column-rule bbox=[975, 40, 976, 1548]
fowls-title: WHEN YOUR FOWLS ARE MOULTING. bbox=[718, 1027, 829, 1047]
franklin-text: "Some may say that I am a large landowner," said the Prime Minister at Pukekohe. "As a matter of fact the size of my actual holding is 182 acres. There may be a poor man coming to me some day, but that depends on how I behave myself in the meantime. The position to which I have been elected is not of my own seeking. That is admitted. The position was supported by and for the Prime Minister and he said 'Carry on.' I have accepted, and I fully appreciate the great honour that has been done me." bbox=[572, 419, 702, 542]
currency-heading: £ s. d. bbox=[252, 97, 270, 107]
divider bbox=[989, 1049, 1097, 1052]
human-bones-sub: DISCOVERY AT ARAPUNI. bbox=[584, 929, 690, 939]
rate-label: Monthly bbox=[11, 1274, 38, 1284]
maoris-sub2: GUARDED COFFIN FROM SEA. bbox=[845, 521, 972, 531]
franklin-title: FRANKLIN BY-ELECTION. bbox=[576, 372, 698, 383]
divider bbox=[319, 792, 388, 793]
divider bbox=[719, 431, 828, 434]
papers-sub: PARLIAMENTARY ROOM CLOSED. bbox=[992, 907, 1094, 926]
news-subject: Peking Demonstration. bbox=[11, 304, 90, 314]
divider bbox=[457, 1076, 533, 1077]
divider bbox=[602, 86, 672, 87]
